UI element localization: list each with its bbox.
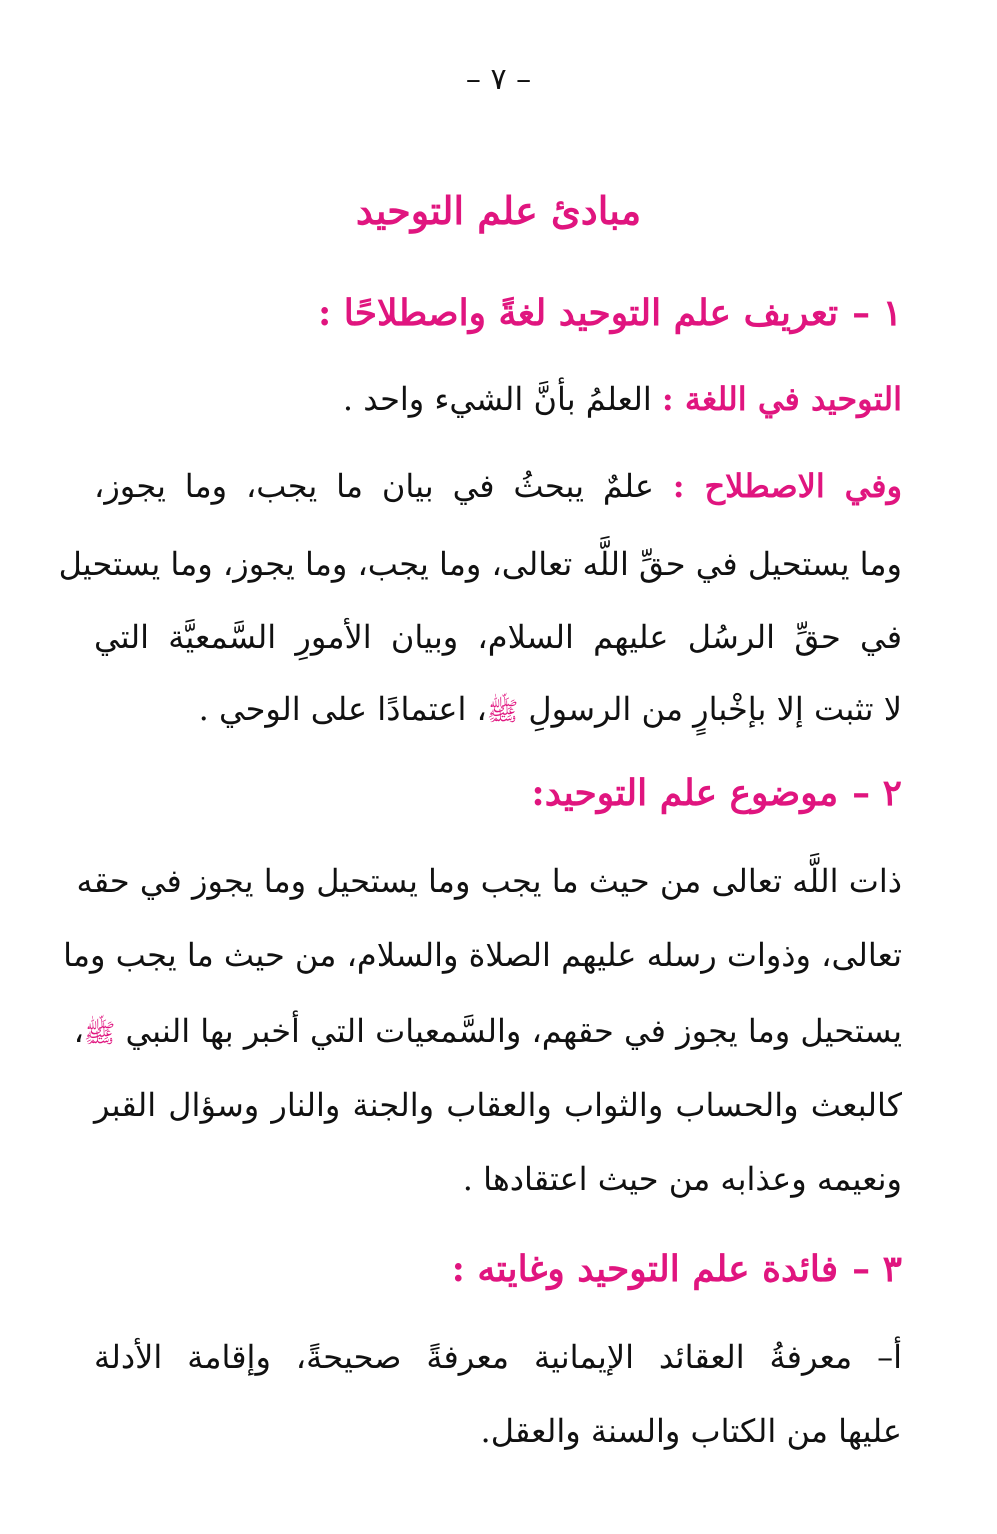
section-2-heading-text: موضوع علم التوحيد: <box>531 772 839 814</box>
section-1-heading-text: تعريف علم التوحيد لغةً واصطلاحًا : <box>317 292 839 334</box>
section-3-number: ٣ – <box>852 1248 902 1290</box>
section-2-text-3a: يستحيل وما يجوز في حقهم، والسَّمعيات التي أخبر بها النبي <box>125 1012 902 1050</box>
salla-glyph-icon: ﷺ <box>486 697 519 727</box>
section-2-heading <box>82 772 902 814</box>
section-2-line-2: تعالى، وذوات رسله عليهم الصلاة والسلام، من حيث ما يجب وما <box>63 936 902 974</box>
section-3-heading <box>82 1248 902 1290</box>
section-1-number: ١ – <box>852 292 902 334</box>
lugha-definition <box>94 380 902 418</box>
section-2-line-4: كالبعث والحساب والثواب والعقاب والجنة والنار وسؤال القبر <box>94 1086 902 1124</box>
page-number: – ٧ – <box>465 62 532 97</box>
section-2-line-3 <box>73 1012 902 1050</box>
istilah-line-4 <box>94 690 902 728</box>
section-1-heading <box>82 292 902 334</box>
istilah-text-4a: لا تثبت إلا بإخْبارٍ من الرسولِ <box>528 690 902 728</box>
istilah-line-1 <box>94 467 902 505</box>
istilah-line-2: وما يستحيل في حقِّ اللَّه تعالى، وما يجب، وما يجوز، وما يستحيل <box>58 545 902 583</box>
section-3-line-1: أ– معرفةُ العقائد الإيمانية معرفةً صحيحةً، وإقامة الأدلة <box>94 1338 903 1376</box>
section-3-line-2: عليها من الكتاب والسنة والعقل. <box>480 1412 902 1450</box>
section-2-line-1: ذات اللَّه تعالى من حيث ما يجب وما يستحيل وما يجوز في حقه <box>76 862 902 900</box>
page-title: مبادئ علم التوحيد <box>355 188 642 233</box>
istilah-line-3: في حقِّ الرسُل عليهم السلام، وبيان الأمورِ السَّمعيَّة التي <box>94 618 902 656</box>
lugha-term: التوحيد في اللغة : <box>661 380 902 418</box>
section-3-heading-text: فائدة علم التوحيد وغايته : <box>451 1248 839 1290</box>
istilah-text-1: علمٌ يبحثُ في بيان ما يجب، وما يجوز، <box>94 467 654 505</box>
istilah-term: وفي الاصطلاح : <box>672 467 903 505</box>
section-2-text-3b: ، <box>73 1012 84 1050</box>
istilah-text-4b: ، اعتمادًا على الوحي . <box>198 690 487 728</box>
lugha-text: العلمُ بأنَّ الشيء واحد . <box>342 380 652 418</box>
section-2-number: ٢ – <box>852 772 902 814</box>
section-2-line-5: ونعيمه وعذابه من حيث اعتقادها . <box>462 1160 902 1198</box>
salla-glyph-icon-2: ﷺ <box>83 1019 116 1049</box>
